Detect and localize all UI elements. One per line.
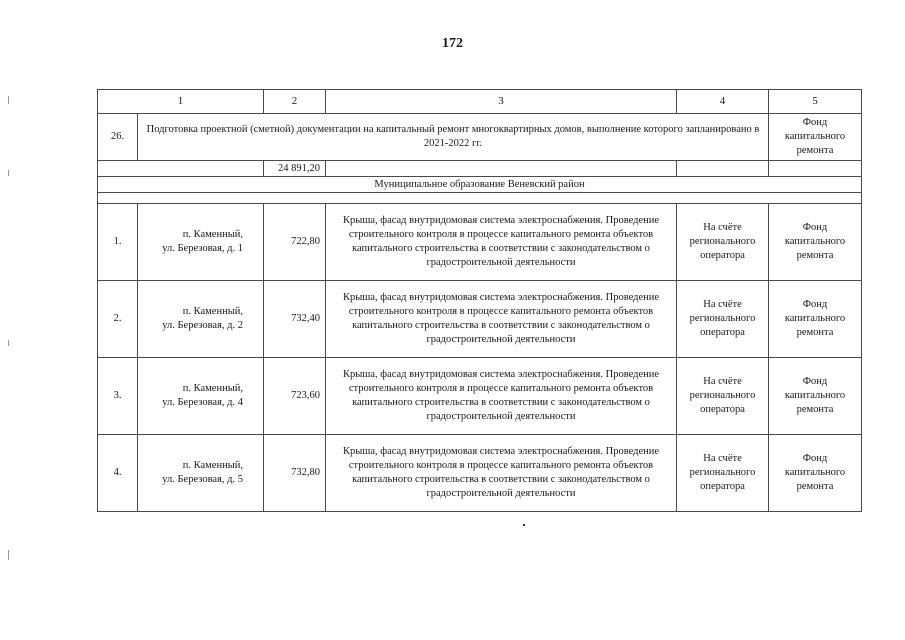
row-cost: 722,80 — [264, 204, 326, 281]
row-work: Крыша, фасад внутридомовая система электроснабжения. Проведение строительного контроля в процессе капитального ремонта объектов капитального строительства в соответствии с законодательством о градостроительной деятельности — [326, 204, 677, 281]
section-number: 26. — [98, 114, 138, 161]
row-number: 3. — [98, 358, 138, 435]
empty-cell — [98, 161, 264, 177]
row-number: 1. — [98, 204, 138, 281]
section-fund: Фонд капитального ремонта — [769, 114, 862, 161]
page-number: 172 — [442, 36, 463, 51]
row-fund: Фонд капитального ремонта — [769, 281, 862, 358]
scan-artifact — [8, 340, 9, 346]
section-row — [98, 114, 862, 161]
address-line-2: ул. Березовая, д. 1 — [162, 243, 243, 254]
repair-table — [97, 89, 862, 512]
scan-artifact — [8, 96, 9, 104]
row-account: На счёте регионального оператора — [677, 358, 769, 435]
row-fund: Фонд капитального ремонта — [769, 435, 862, 512]
row-work: Крыша, фасад внутридомовая система электроснабжения. Проведение строительного контроля в процессе капитального ремонта объектов капитального строительства в соответствии с законодательством о градостроительной деятельности — [326, 281, 677, 358]
empty-cell — [326, 161, 677, 177]
row-address — [138, 435, 264, 512]
row-cost: 732,80 — [264, 435, 326, 512]
row-account: На счёте регионального оператора — [677, 435, 769, 512]
address-line-2: ул. Березовая, д. 4 — [162, 397, 243, 408]
table-row — [98, 358, 862, 435]
table-row — [98, 204, 862, 281]
municipality-row — [98, 177, 862, 193]
address-line-2: ул. Березовая, д. 2 — [162, 320, 243, 331]
row-number: 2. — [98, 281, 138, 358]
row-account: На счёте регионального оператора — [677, 281, 769, 358]
table-row — [98, 281, 862, 358]
table-row — [98, 435, 862, 512]
header-cell-5: 5 — [769, 90, 862, 114]
header-row — [98, 90, 862, 114]
spacer — [98, 193, 862, 204]
scan-artifact — [8, 550, 9, 560]
row-address — [138, 358, 264, 435]
empty-cell — [677, 161, 769, 177]
scan-artifact — [8, 170, 9, 176]
spacer-row — [98, 193, 862, 204]
row-address — [138, 281, 264, 358]
section-total: 24 891,20 — [264, 161, 326, 177]
section-title: Подготовка проектной (сметной) документации на капитальный ремонт многоквартирных домов, выполнение которого запланировано в 2021-2022 гг. — [138, 114, 769, 161]
row-work: Крыша, фасад внутридомовая система электроснабжения. Проведение строительного контроля в процессе капитального ремонта объектов капитального строительства в соответствии с законодательством о градостроительной деятельности — [326, 435, 677, 512]
address-line-1: п. Каменный, — [182, 460, 243, 472]
row-cost: 732,40 — [264, 281, 326, 358]
row-fund: Фонд капитального ремонта — [769, 358, 862, 435]
row-number: 4. — [98, 435, 138, 512]
row-fund: Фонд капитального ремонта — [769, 204, 862, 281]
row-work: Крыша, фасад внутридомовая система электроснабжения. Проведение строительного контроля в процессе капитального ремонта объектов капитального строительства в соответствии с законодательством о градостроительной деятельности — [326, 358, 677, 435]
row-account: На счёте регионального оператора — [677, 204, 769, 281]
row-address — [138, 204, 264, 281]
scan-artifact — [523, 524, 525, 526]
header-cell-2: 2 — [264, 90, 326, 114]
empty-cell — [769, 161, 862, 177]
address-line-1: п. Каменный, — [182, 383, 243, 395]
section-total-row — [98, 161, 862, 177]
row-cost: 723,60 — [264, 358, 326, 435]
municipality-name: Муниципальное образование Веневский район — [98, 177, 862, 193]
address-line-1: п. Каменный, — [182, 229, 243, 241]
header-cell-4: 4 — [677, 90, 769, 114]
header-cell-1: 1 — [98, 90, 264, 114]
header-cell-3: 3 — [326, 90, 677, 114]
address-line-1: п. Каменный, — [182, 306, 243, 318]
address-line-2: ул. Березовая, д. 5 — [162, 474, 243, 485]
